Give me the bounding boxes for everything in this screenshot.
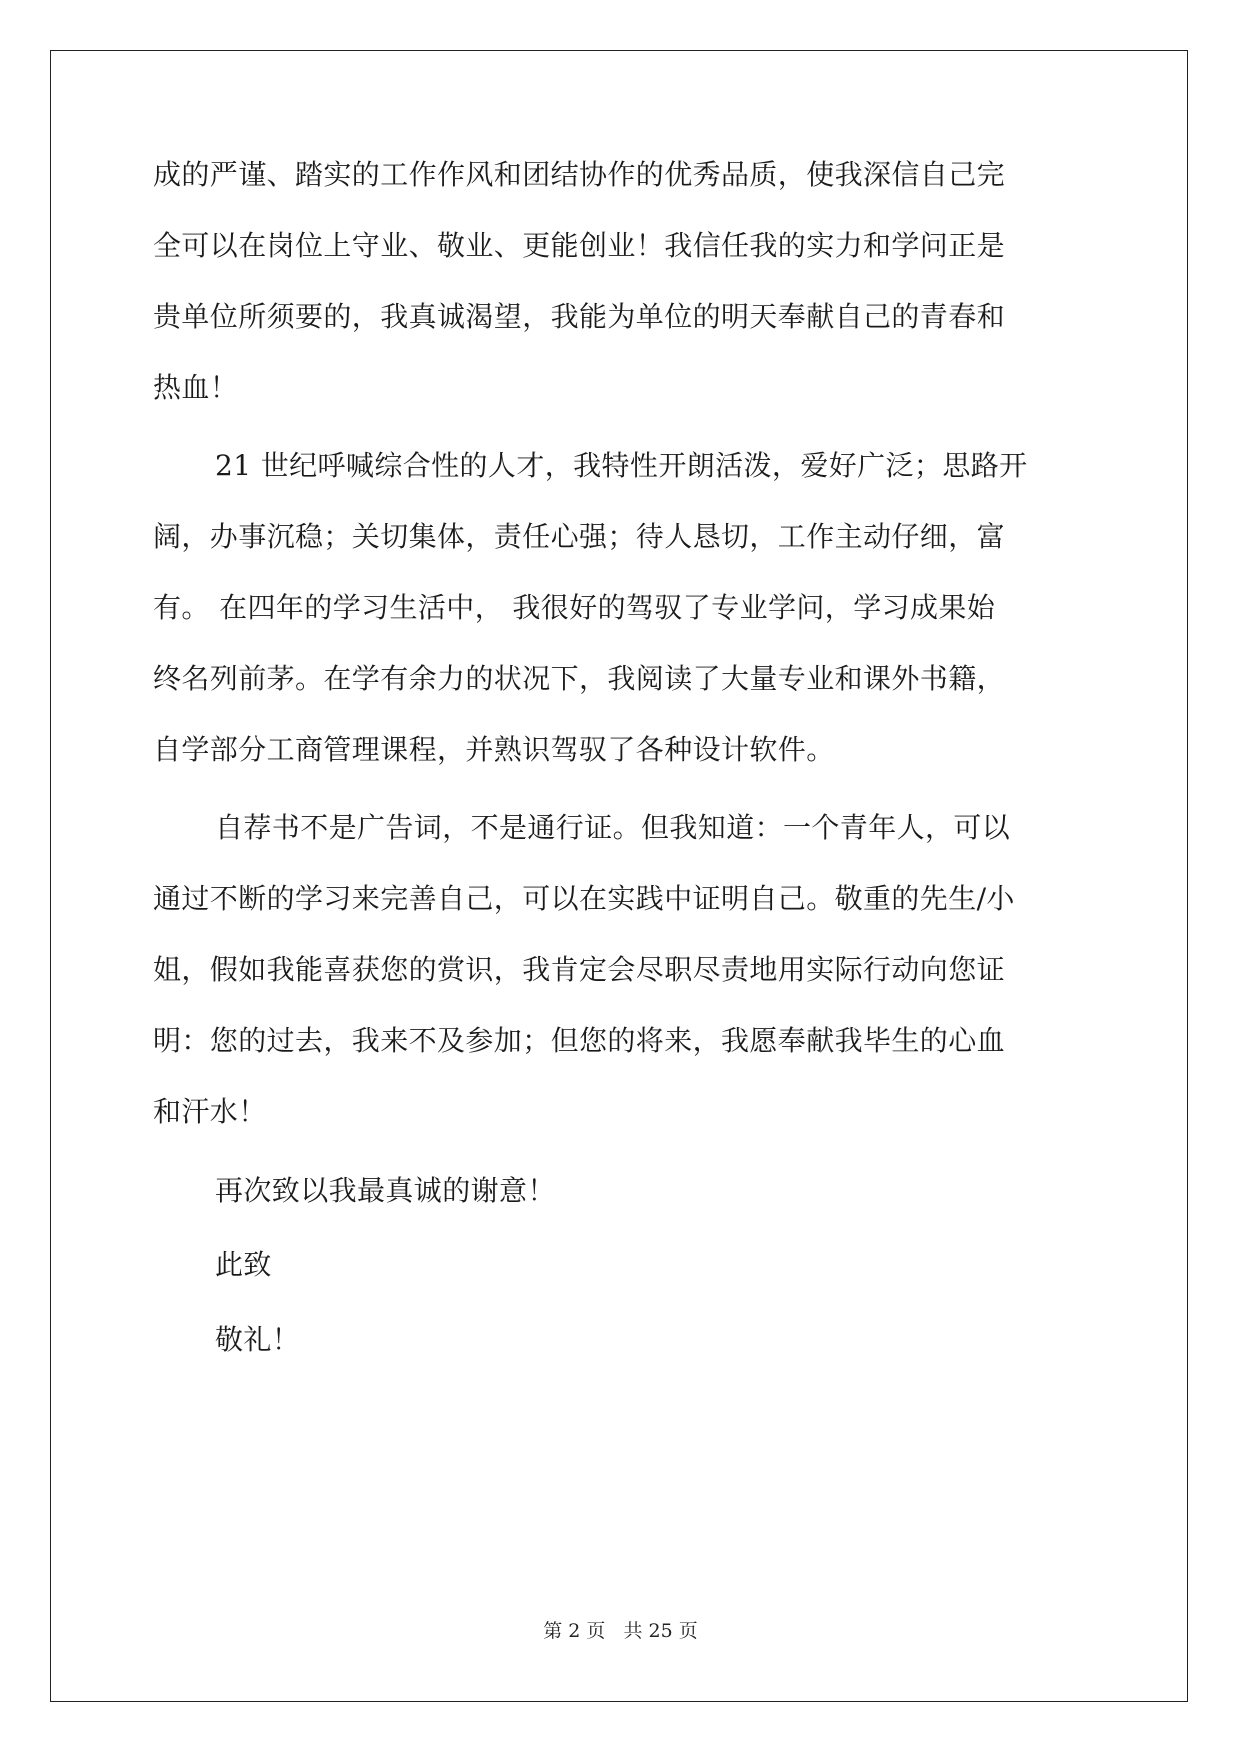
body-line: 明：您的过去，我来不及参加；但您的将来，我愿奉献我毕生的心血 [153, 1024, 1006, 1057]
closing-thanks: 再次致以我最真诚的谢意！ [215, 1174, 556, 1207]
body-line: 自荐书不是广告词，不是通行证。但我知道：一个青年人，可以 [215, 811, 1011, 844]
body-line: 终名列前茅。在学有余力的状况下，我阅读了大量专业和课外书籍， [153, 662, 1006, 695]
body-line: 21 世纪呼喊综合性的人才，我特性开朗活泼，爱好广泛；思路开 [215, 449, 1028, 482]
body-line: 阔，办事沉稳；关切集体，责任心强；待人恳切，工作主动仔细，富 [153, 520, 1006, 553]
body-line: 贵单位所须要的，我真诚渴望，我能为单位的明天奉献自己的青春和 [153, 300, 1006, 333]
body-line: 通过不断的学习来完善自己，可以在实践中证明自己。敬重的先生/小 [153, 882, 1015, 915]
body-line: 成的严谨、踏实的工作作风和团结协作的优秀品质，使我深信自己完 [153, 158, 1006, 191]
page-total: 共 25 页 [623, 1620, 698, 1642]
body-line: 和汗水！ [153, 1095, 267, 1128]
page-number: 第 2 页 [543, 1620, 606, 1642]
body-line: 有。 在四年的学习生活中， 我很好的驾驭了专业学问，学习成果始 [153, 591, 996, 624]
page-footer [0, 1619, 1241, 1643]
body-line: 全可以在岗位上守业、敬业、更能创业！我信任我的实力和学问正是 [153, 229, 1006, 262]
closing-salutation: 此致 [215, 1248, 272, 1281]
body-line: 热血！ [153, 371, 239, 404]
body-line: 自学部分工商管理课程，并熟识驾驭了各种设计软件。 [153, 733, 835, 766]
body-line: 姐，假如我能喜获您的赏识，我肯定会尽职尽责地用实际行动向您证 [153, 953, 1006, 986]
closing-regards: 敬礼！ [215, 1323, 301, 1356]
